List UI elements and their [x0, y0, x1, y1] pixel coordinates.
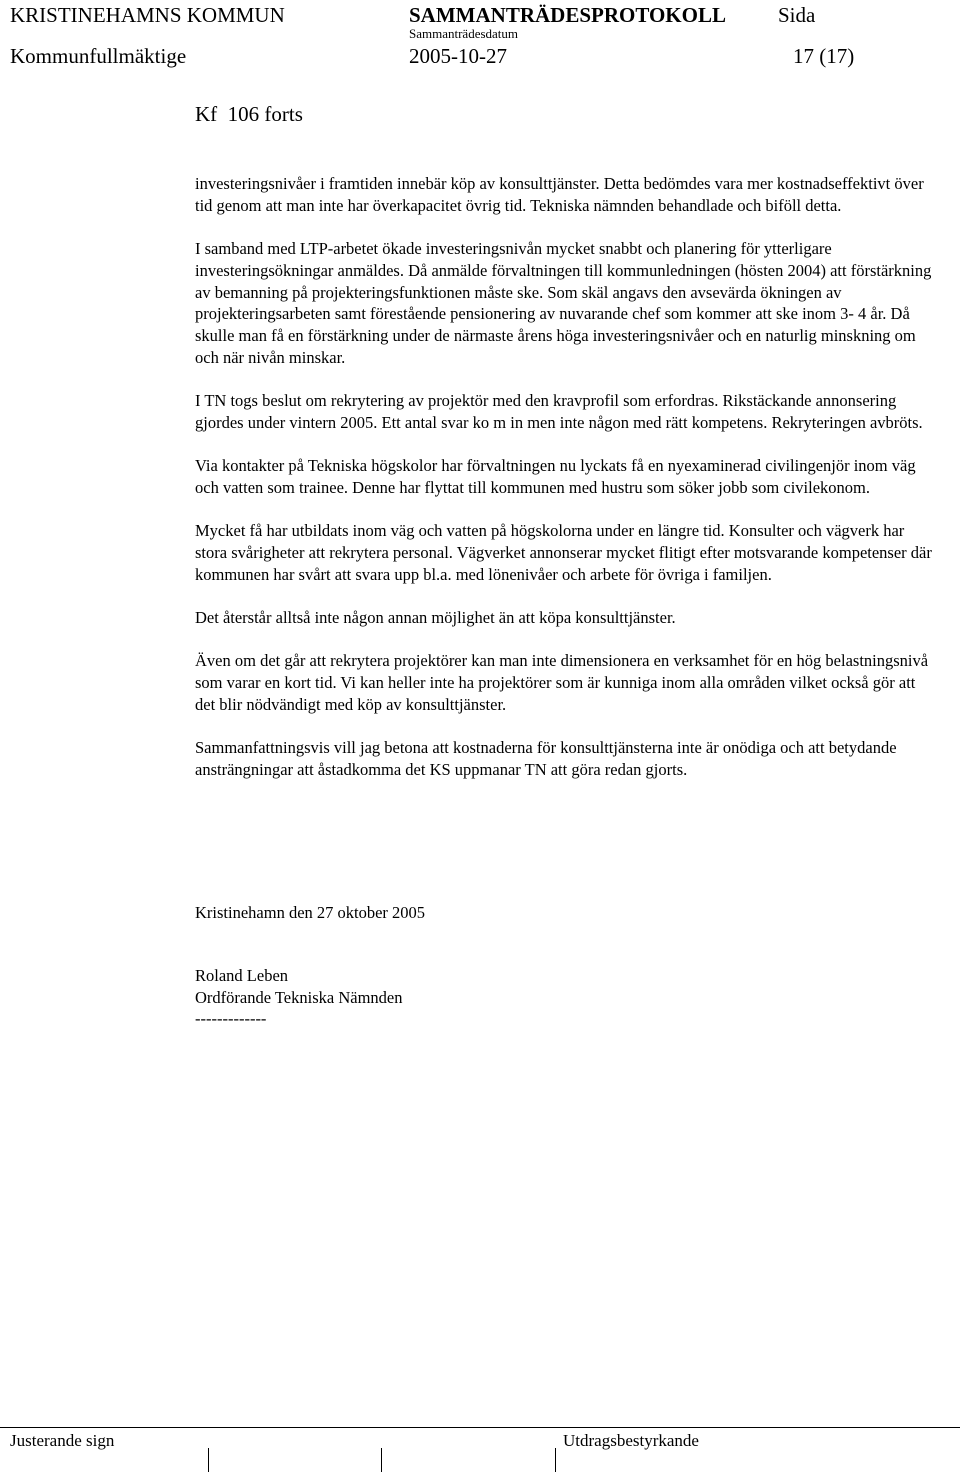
- signature-box-divider: [555, 1448, 556, 1472]
- signer-name: Roland Leben: [195, 966, 289, 985]
- paragraph: I TN togs beslut om rekrytering av projektör med den kravprofil som erfordras. Rikstäckande annonsering gjordes under vintern 2005. Ett antal svar ko m in men inte någon med rätt kompetens. Rekryteringen avbröts.: [195, 391, 923, 432]
- paragraph: I samband med LTP-arbetet ökade investeringsnivån mycket snabbt och planering för ytterligare investeringsökningar anmäldes. Då anmälde förvaltningen till kommunledningen (hösten 2004) att förstärkning av bemanning på projekteringsfunktionen måste ske. Som skäl angavs den avsevärda ökningen av projekteringsarbeten samt förestående pensionering av nuvarande chef som kommer att ske inom 3- 4 år. Då skulle man få en förstärkning under de närmaste årens höga investeringsnivåer och en naturlig minskning om och när nivån minskar.: [195, 239, 932, 367]
- paragraph: Sammanfattningsvis vill jag betona att kostnaderna för konsulttjänsterna inte är onödiga och att betydande ansträngningar att åstadkomma det KS uppmanar TN att göra redan gjorts.: [195, 738, 897, 779]
- section-reference: Kf 106 forts: [195, 102, 303, 126]
- page-label: Sida: [778, 3, 816, 27]
- paragraph: Även om det går att rekrytera projektörer kan man inte dimensionera en verksamhet för en hög belastningsnivå som varar en kort tid. Vi kan heller inte ha projektörer som är kunniga inom alla områden vilket också gör att det blir nödvändigt med köp av konsulttjänster.: [195, 651, 929, 714]
- paragraph: Via kontakter på Tekniska högskolor har förvaltningen nu lyckats få en nyexaminerad civilingenjör inom väg och vatten som trainee. Denne har flyttat till kommunen med hustru som söker jobb som civilekonom.: [195, 456, 916, 497]
- signer-title: Ordförande Tekniska Nämnden: [195, 987, 403, 1007]
- municipality-name: KRISTINEHAMNS KOMMUN: [10, 3, 285, 27]
- meeting-date: 2005-10-27: [409, 44, 507, 68]
- document-type: SAMMANTRÄDESPROTOKOLL: [409, 3, 726, 27]
- signature-block: [195, 965, 402, 1030]
- meeting-date-label: Sammanträdesdatum: [409, 26, 519, 41]
- footer-rule: [0, 1427, 960, 1428]
- document-body: [195, 173, 935, 802]
- place-and-date: Kristinehamn den 27 oktober 2005: [195, 903, 426, 922]
- justerande-sign-label: Justerande sign: [10, 1431, 115, 1450]
- paragraph: Mycket få har utbildats inom väg och vatten på högskolorna under en längre tid. Konsulter och vägverk har stora svårigheter att rekrytera personal. Vägverket annonserar mycket flitigt efter motsvarande kompetenser där kommunen har svårt att svara upp bl.a. med lönenivåer och arbete för övriga i familjen.: [195, 521, 932, 584]
- utdragsbestyrkande-label: Utdragsbestyrkande: [563, 1431, 699, 1450]
- paragraph: investeringsnivåer i framtiden innebär köp av konsulttjänster. Detta bedömdes vara mer kostnadseffektivt över tid genom att man inte har överkapacitet övrig tid. Tekniska nämnden behandlade och biföll detta.: [195, 174, 924, 215]
- paragraph: Det återstår alltså inte någon annan möjlighet än att köpa konsulttjänster.: [195, 607, 676, 627]
- signature-box-divider: [208, 1448, 209, 1472]
- signature-box-divider: [381, 1448, 382, 1472]
- page-number: 17 (17): [793, 44, 855, 68]
- assembly-name: Kommunfullmäktige: [10, 44, 187, 68]
- signature-dashes: -------------: [195, 1009, 267, 1029]
